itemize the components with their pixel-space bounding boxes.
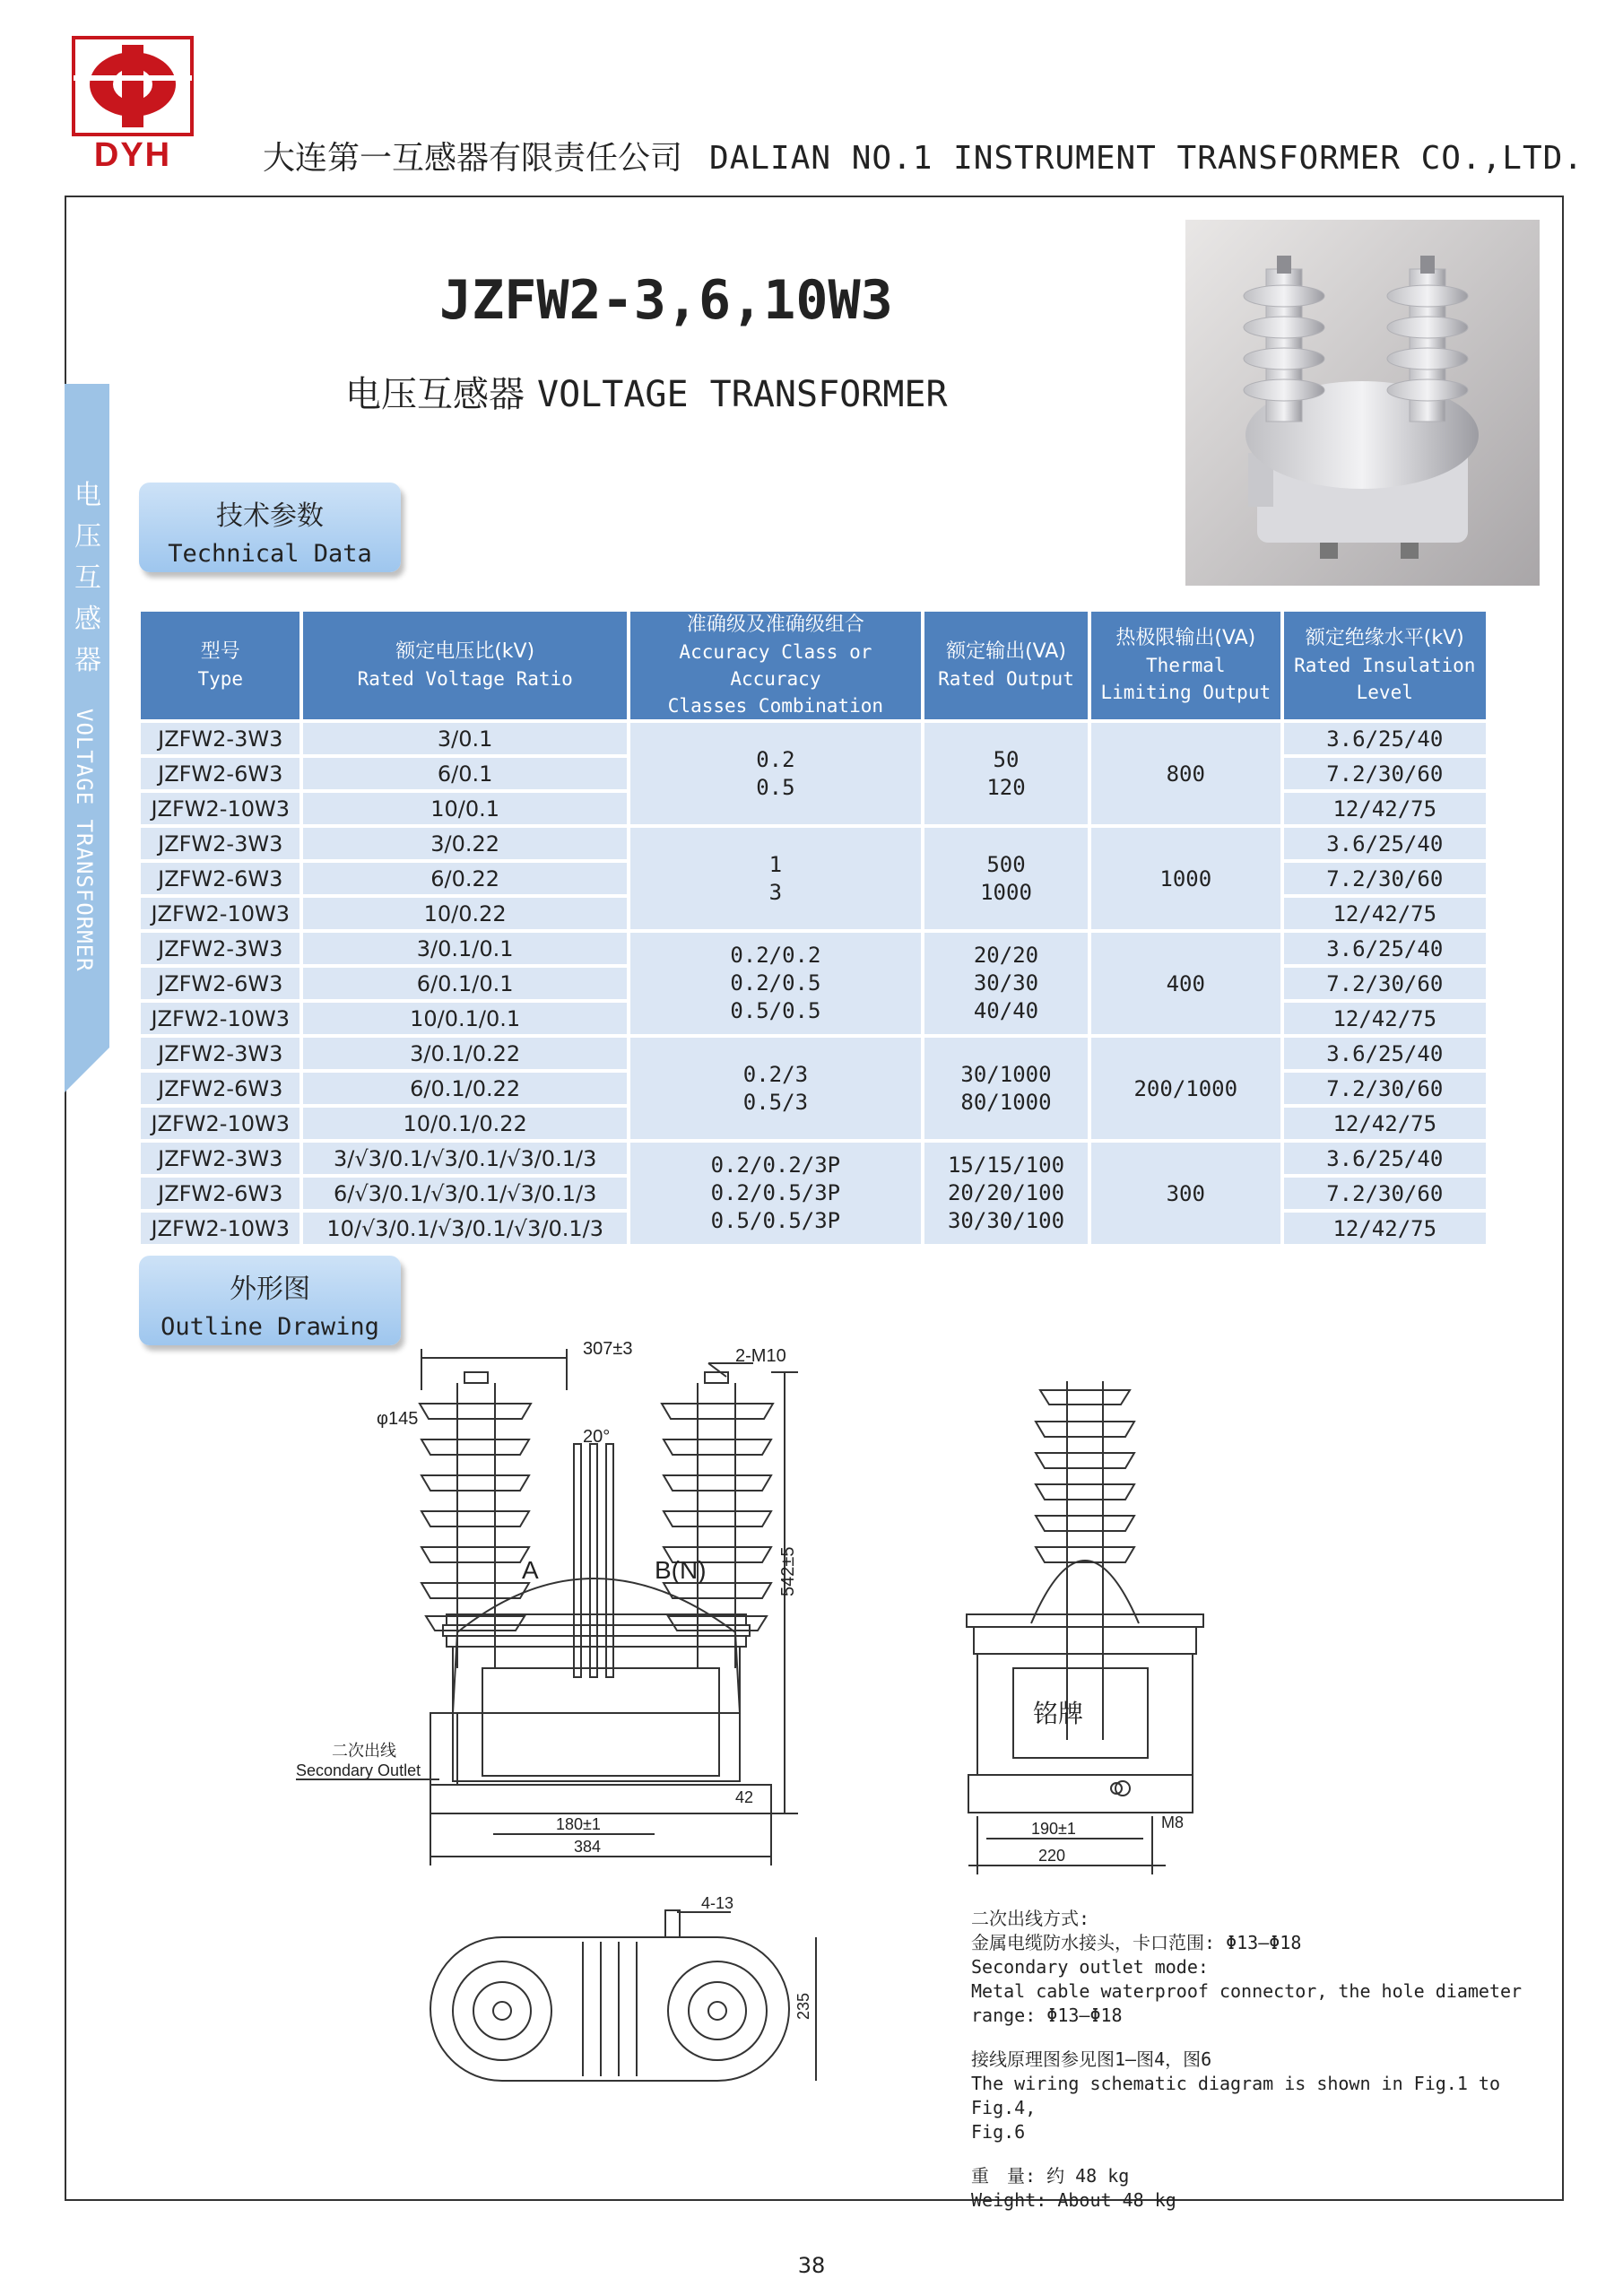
dim-side-outer: 220 xyxy=(1038,1847,1066,1865)
dim-depth: 235 xyxy=(794,1992,812,2020)
product-photo xyxy=(1185,220,1540,586)
header-voltage xyxy=(303,612,626,719)
header-type xyxy=(141,612,299,719)
note-line-8: Fig.6 xyxy=(971,2121,1026,2143)
dim-angle: 20° xyxy=(583,1427,611,1447)
cell-voltage-ratio: 10/0.1/0.22 xyxy=(303,1108,626,1139)
accuracy-value: 0.2/3 xyxy=(742,1061,809,1087)
cell-thermal-output: 1000 xyxy=(1091,828,1280,929)
note-line-7: The wiring schematic diagram is shown in Fig.1 to Fig.4, xyxy=(971,2073,1501,2118)
secondary-outlet-cn: 二次出线 xyxy=(332,1742,396,1760)
cell-type: JZFW2-10W3 xyxy=(141,898,299,929)
output-value: 20/20 xyxy=(973,943,1039,968)
output-value: 20/20/100 xyxy=(947,1180,1065,1205)
cell-insulation-level: 7.2/30/60 xyxy=(1284,863,1486,894)
tech-data-label-en: Technical Data xyxy=(168,540,372,568)
cell-insulation-level: 12/42/75 xyxy=(1284,1108,1486,1139)
company-name-cn: 大连第一互感器有限责任公司 xyxy=(263,140,683,177)
table-header-row xyxy=(141,612,1486,719)
page-number: 38 xyxy=(797,2253,826,2278)
cell-accuracy xyxy=(630,933,921,1034)
header-voltage-cn: 额定电压比(kV) xyxy=(395,640,535,663)
note-line-4: Metal cable waterproof connector, the hole diameter xyxy=(971,1980,1523,2002)
cell-type: JZFW2-6W3 xyxy=(141,863,299,894)
dim-diameter: φ145 xyxy=(377,1409,419,1429)
cell-insulation-level: 7.2/30/60 xyxy=(1284,1178,1486,1209)
left-insulator xyxy=(420,1372,531,1668)
header-voltage-en: Rated Voltage Ratio xyxy=(357,668,573,690)
cell-insulation-level: 7.2/30/60 xyxy=(1284,1073,1486,1104)
cell-rated-output xyxy=(924,1143,1088,1244)
cell-accuracy xyxy=(630,1038,921,1139)
side-view-drawing xyxy=(942,1363,1237,1874)
note-line-10: Weight: About 48 kg xyxy=(971,2189,1176,2211)
dim-side-inner: 190±1 xyxy=(1031,1820,1076,1838)
cell-voltage-ratio: 10/0.1/0.1 xyxy=(303,1003,626,1034)
right-insulator xyxy=(662,1372,773,1668)
note-line-5: range: Φ13—Φ18 xyxy=(971,2005,1123,2026)
header-thermal-en2: Limiting Output xyxy=(1100,682,1271,703)
output-value: 40/40 xyxy=(973,998,1039,1023)
table-row xyxy=(141,933,1486,964)
cell-accuracy xyxy=(630,828,921,929)
notes xyxy=(971,1907,1545,2213)
dim-top: 307±3 xyxy=(583,1339,633,1359)
output-value: 15/15/100 xyxy=(947,1152,1065,1178)
cell-insulation-level: 3.6/25/40 xyxy=(1284,1143,1486,1174)
note-line-9: 重 量: 约 48 kg xyxy=(971,2165,1130,2187)
header-type-en: Type xyxy=(197,668,244,690)
header-accuracy-en2: Classes Combination xyxy=(667,695,883,717)
cell-voltage-ratio: 6/0.22 xyxy=(303,863,626,894)
table-row xyxy=(141,1143,1486,1174)
accuracy-value: 0.2 xyxy=(756,746,795,772)
secondary-outlet-en: Secondary Outlet xyxy=(296,1761,421,1779)
cell-rated-output xyxy=(924,933,1088,1034)
output-value: 1000 xyxy=(980,879,1032,905)
top-view-drawing xyxy=(421,1892,843,2108)
cell-type: JZFW2-10W3 xyxy=(141,1213,299,1244)
dim-base: 42 xyxy=(735,1788,754,1806)
outline-label xyxy=(139,1256,401,1345)
cell-type: JZFW2-10W3 xyxy=(141,793,299,824)
front-view-drawing xyxy=(287,1336,843,1874)
header-thermal-en1: Thermal xyxy=(1146,655,1226,676)
cell-type: JZFW2-6W3 xyxy=(141,758,299,789)
header-output xyxy=(924,612,1088,719)
header-insulation xyxy=(1284,612,1486,719)
cell-voltage-ratio: 3/0.22 xyxy=(303,828,626,859)
table-row xyxy=(141,828,1486,859)
cell-type: JZFW2-10W3 xyxy=(141,1003,299,1034)
cell-thermal-output: 400 xyxy=(1091,933,1280,1034)
dim-ground: M8 xyxy=(1161,1813,1185,1831)
side-label-en: VOLTAGE TRANSFORMER xyxy=(72,709,97,972)
cell-insulation-level: 12/42/75 xyxy=(1284,1213,1486,1244)
nameplate: 铭牌 xyxy=(1033,1700,1084,1727)
cell-voltage-ratio: 6/0.1 xyxy=(303,758,626,789)
header-thermal xyxy=(1091,612,1280,719)
accuracy-value: 0.2/0.2 xyxy=(730,943,821,968)
accuracy-value: 0.2/0.2/3P xyxy=(710,1152,841,1178)
cell-voltage-ratio: 3/√3/0.1/√3/0.1/√3/0.1/3 xyxy=(303,1143,626,1174)
cell-type: JZFW2-3W3 xyxy=(141,933,299,964)
output-value: 50 xyxy=(993,746,1020,772)
header-insulation-en1: Rated Insulation xyxy=(1294,655,1476,676)
cell-insulation-level: 3.6/25/40 xyxy=(1284,933,1486,964)
cell-voltage-ratio: 3/0.1 xyxy=(303,723,626,754)
outline-label-cn: 外形图 xyxy=(230,1274,310,1305)
company-logo xyxy=(70,36,195,170)
accuracy-value: 0.5/0.5 xyxy=(730,998,821,1023)
cell-type: JZFW2-3W3 xyxy=(141,723,299,754)
cell-type: JZFW2-6W3 xyxy=(141,968,299,999)
header-accuracy-cn: 准确级及准确级组合 xyxy=(686,613,864,636)
output-value: 120 xyxy=(986,774,1026,800)
subtitle-cn: 电压互感器 xyxy=(345,374,525,415)
header-insulation-en2: Level xyxy=(1356,682,1413,703)
note-line-6: 接线原理图参见图1—图4，图6 xyxy=(971,2048,1212,2070)
cell-accuracy xyxy=(630,1143,921,1244)
header-insulation-cn: 额定绝缘水平(kV) xyxy=(1305,627,1464,649)
output-value: 80/1000 xyxy=(960,1089,1052,1115)
tech-data-label-cn: 技术参数 xyxy=(216,500,324,532)
accuracy-value: 0.5 xyxy=(756,774,795,800)
output-value: 30/30 xyxy=(973,970,1039,996)
cell-type: JZFW2-6W3 xyxy=(141,1073,299,1104)
header-accuracy-en1: Accuracy Class or Accuracy xyxy=(679,641,872,690)
accuracy-value: 1 xyxy=(768,851,783,877)
cell-type: JZFW2-6W3 xyxy=(141,1178,299,1209)
cell-voltage-ratio: 6/√3/0.1/√3/0.1/√3/0.1/3 xyxy=(303,1178,626,1209)
note-line-1: 二次出线方式: xyxy=(971,1908,1090,1929)
cell-thermal-output: 300 xyxy=(1091,1143,1280,1244)
company-name xyxy=(263,133,1584,178)
cell-thermal-output: 200/1000 xyxy=(1091,1038,1280,1139)
cell-insulation-level: 3.6/25/40 xyxy=(1284,828,1486,859)
subtitle-en: VOLTAGE TRANSFORMER xyxy=(537,374,948,415)
tech-data-label xyxy=(139,483,401,572)
cell-thermal-output: 800 xyxy=(1091,723,1280,824)
note-line-3: Secondary outlet mode: xyxy=(971,1956,1209,1978)
cell-type: JZFW2-10W3 xyxy=(141,1108,299,1139)
product-subtitle xyxy=(345,366,948,417)
label-b: B(N) xyxy=(655,1556,707,1584)
accuracy-value: 0.5/0.5/3P xyxy=(710,1208,841,1233)
cell-voltage-ratio: 10/0.1 xyxy=(303,793,626,824)
accuracy-value: 3 xyxy=(768,879,783,905)
dim-inner-width: 180±1 xyxy=(556,1815,601,1833)
output-value: 30/1000 xyxy=(960,1061,1052,1087)
cell-voltage-ratio: 6/0.1/0.1 xyxy=(303,968,626,999)
cell-insulation-level: 12/42/75 xyxy=(1284,793,1486,824)
cell-insulation-level: 12/42/75 xyxy=(1284,1003,1486,1034)
table-row xyxy=(141,1038,1486,1069)
dim-hole: 4-13 xyxy=(701,1894,734,1912)
header-type-cn: 型号 xyxy=(200,640,240,663)
cell-rated-output xyxy=(924,1038,1088,1139)
output-value: 30/30/100 xyxy=(947,1208,1065,1233)
output-value: 500 xyxy=(986,851,1026,877)
cell-voltage-ratio: 10/0.22 xyxy=(303,898,626,929)
cell-accuracy xyxy=(630,723,921,824)
cell-voltage-ratio: 10/√3/0.1/√3/0.1/√3/0.1/3 xyxy=(303,1213,626,1244)
product-title: JZFW2-3,6,10W3 xyxy=(439,269,893,332)
cell-insulation-level: 3.6/25/40 xyxy=(1284,723,1486,754)
cell-type: JZFW2-3W3 xyxy=(141,1143,299,1174)
dim-bolt: 2-M10 xyxy=(735,1346,786,1366)
note-line-2: 金属电缆防水接头，卡口范围: Φ13—Φ18 xyxy=(971,1932,1302,1953)
table-row xyxy=(141,723,1486,754)
spec-table xyxy=(137,608,1489,1248)
label-a: A xyxy=(522,1556,539,1584)
cell-voltage-ratio: 3/0.1/0.22 xyxy=(303,1038,626,1069)
accuracy-value: 0.5/3 xyxy=(742,1089,809,1115)
cell-voltage-ratio: 3/0.1/0.1 xyxy=(303,933,626,964)
outline-label-en: Outline Drawing xyxy=(161,1313,379,1341)
cell-type: JZFW2-3W3 xyxy=(141,828,299,859)
accuracy-value: 0.2/0.5 xyxy=(730,970,821,996)
cell-insulation-level: 3.6/25/40 xyxy=(1284,1038,1486,1069)
cell-insulation-level: 7.2/30/60 xyxy=(1284,968,1486,999)
header-output-cn: 额定输出(VA) xyxy=(946,640,1066,663)
dim-height: 542±5 xyxy=(778,1546,798,1596)
cell-rated-output xyxy=(924,723,1088,824)
dim-outer-width: 384 xyxy=(574,1838,602,1856)
header-output-en: Rated Output xyxy=(938,668,1074,690)
cell-voltage-ratio: 6/0.1/0.22 xyxy=(303,1073,626,1104)
header-thermal-cn: 热极限输出(VA) xyxy=(1115,627,1256,649)
table-body xyxy=(141,723,1486,1244)
cell-type: JZFW2-3W3 xyxy=(141,1038,299,1069)
header-accuracy xyxy=(630,612,921,719)
accuracy-value: 0.2/0.5/3P xyxy=(710,1180,841,1205)
side-label-cn: 电压互感器 xyxy=(74,480,101,676)
cell-insulation-level: 12/42/75 xyxy=(1284,898,1486,929)
company-name-en: DALIAN NO.1 INSTRUMENT TRANSFORMER CO.,LTD. xyxy=(709,140,1584,177)
cell-insulation-level: 7.2/30/60 xyxy=(1284,758,1486,789)
cell-rated-output xyxy=(924,828,1088,929)
logo-text: DYH xyxy=(93,136,172,170)
